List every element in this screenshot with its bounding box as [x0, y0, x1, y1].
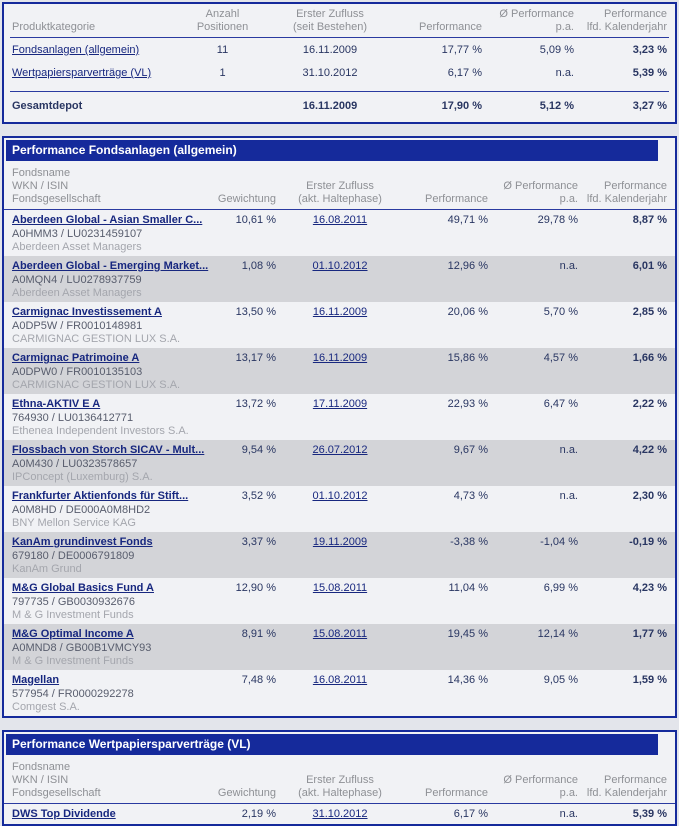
header-label: Anzahl: [205, 8, 240, 20]
category-link[interactable]: Fondsanlagen (allgemein): [12, 44, 140, 56]
zufluss-cell: [276, 581, 404, 596]
performance-ytd-value: 4,22 %: [632, 444, 667, 456]
category-link[interactable]: Wertpapiersparverträge (VL): [12, 67, 152, 79]
summary-total-row: [4, 92, 675, 122]
category-cell: [12, 66, 160, 80]
zufluss-value: 16.11.2009: [302, 44, 358, 56]
vl-rows: [4, 804, 675, 824]
fund-row: [4, 804, 675, 824]
performance-value: 17,77 %: [441, 44, 482, 56]
total-zufluss: 16.11.2009: [302, 100, 358, 112]
performance-pa-value: n.a.: [559, 444, 578, 456]
header-label: Ø Performance: [499, 8, 574, 20]
wkn-isin: 764930 / LU0136412771: [12, 412, 134, 424]
fund-row: [4, 486, 675, 532]
performance-value: 9,67 %: [453, 444, 488, 456]
header-performance-ytd: [578, 761, 667, 800]
gewichtung-value: 13,72 %: [235, 398, 276, 410]
zufluss-date-link[interactable]: 16.11.2009: [312, 352, 368, 364]
fund-name-link[interactable]: Flossbach von Storch SICAV - Mult...: [12, 444, 205, 456]
summary-panel: [2, 2, 677, 124]
header-label: Performance: [419, 21, 482, 33]
performance-pa-value: n.a.: [559, 260, 578, 272]
fund-table-header: [4, 163, 675, 209]
fund-name-link[interactable]: Aberdeen Global - Asian Smaller C...: [12, 214, 203, 226]
zufluss-date-link[interactable]: 16.11.2009: [312, 306, 368, 318]
zufluss-cell: [276, 305, 404, 320]
fund-company: Comgest S.A.: [12, 701, 80, 713]
header-anzahl-positionen: [160, 8, 285, 34]
header-fondsname: [12, 167, 234, 206]
fund-row: [4, 394, 675, 440]
header-label: (seit Bestehen): [293, 21, 367, 33]
zufluss-date-link[interactable]: 01.10.2012: [312, 260, 368, 272]
anzahl-value: 1: [219, 67, 226, 79]
performance-value: 12,96 %: [447, 260, 488, 272]
fund-name-cell: [12, 351, 234, 366]
wkn-isin: A0M8HD / DE000A0M8HD2: [12, 504, 151, 516]
header-performance-pa: [482, 8, 574, 34]
performance-value: 4,73 %: [453, 490, 488, 502]
header-label: Gewichtung: [217, 193, 276, 205]
fund-company: M & G Investment Funds: [12, 655, 134, 667]
fund-name-cell: [12, 397, 234, 412]
gewichtung-value: 1,08 %: [241, 260, 276, 272]
fund-company: M & G Investment Funds: [12, 609, 134, 621]
gewichtung-value: 8,91 %: [241, 628, 276, 640]
header-label: Performance: [425, 787, 488, 799]
header-performance: [404, 167, 488, 206]
header-fondsname: [12, 761, 234, 800]
wkn-isin: 797735 / GB0030932676: [12, 596, 135, 608]
zufluss-date-link[interactable]: 15.08.2011: [312, 582, 368, 594]
fund-name-cell: [12, 489, 234, 504]
summary-row: [4, 38, 675, 61]
performance-value: 6,17 %: [447, 67, 482, 79]
header-label: Erster Zufluss: [306, 774, 374, 786]
performance-pa-value: 6,47 %: [543, 398, 578, 410]
zufluss-cell: [276, 673, 404, 688]
fund-row: [4, 532, 675, 578]
performance-ytd-value: 1,66 %: [632, 352, 667, 364]
fund-rows: [4, 210, 675, 716]
header-label: Ø Performance: [503, 180, 578, 192]
header-performance-pa: [488, 761, 578, 800]
gewichtung-value: 3,52 %: [241, 490, 276, 502]
zufluss-cell: [276, 259, 404, 274]
zufluss-date-link[interactable]: 26.07.2012: [312, 444, 368, 456]
header-performance-ytd: [578, 167, 667, 206]
fund-name-link[interactable]: DWS Top Dividende: [12, 808, 116, 820]
zufluss-cell: [276, 213, 404, 228]
fund-company: IPConcept (Luxemburg) S.A.: [12, 471, 153, 483]
fund-name-cell: [12, 673, 234, 688]
zufluss-cell: [276, 351, 404, 366]
performance-ytd-value: 4,23 %: [632, 582, 667, 594]
performance-value: 14,36 %: [447, 674, 488, 686]
header-label: Fondsname: [12, 167, 71, 179]
performance-ytd-value: 8,87 %: [632, 214, 667, 226]
gewichtung-value: 9,54 %: [241, 444, 276, 456]
zufluss-date-link[interactable]: 19.11.2009: [312, 536, 368, 548]
fund-row: [4, 670, 675, 716]
summary-table-header: [4, 4, 675, 37]
total-performance: 17,90 %: [441, 100, 482, 112]
performance-ytd-value: -0,19 %: [629, 536, 667, 548]
header-gewichtung: [217, 761, 276, 800]
total-performance-pa: 5,12 %: [539, 100, 574, 112]
fund-company: Aberdeen Asset Managers: [12, 287, 142, 299]
header-label: Ø Performance: [503, 774, 578, 786]
zufluss-cell: [276, 807, 404, 822]
performance-ytd-value: 6,01 %: [632, 260, 667, 272]
header-label: WKN / ISIN: [12, 774, 69, 786]
performance-value: 6,17 %: [453, 808, 488, 820]
category-cell: [12, 43, 160, 57]
fund-name-link[interactable]: Ethna-AKTIV E A: [12, 398, 101, 410]
fund-name-cell: [12, 581, 234, 596]
performance-pa-value: n.a.: [559, 808, 578, 820]
header-label: Performance: [425, 193, 488, 205]
header-performance: [404, 761, 488, 800]
wkn-isin: A0M430 / LU0323578657: [12, 458, 138, 470]
summary-row: [4, 61, 675, 84]
header-label: Performance: [604, 180, 667, 192]
fund-name-cell: [12, 807, 234, 822]
header-erster-zufluss: [276, 167, 404, 206]
fund-name-link[interactable]: Carmignac Patrimoine A: [12, 352, 140, 364]
wkn-isin: 577954 / FR0000292278: [12, 688, 134, 700]
performance-ytd-value: 2,85 %: [632, 306, 667, 318]
fund-name-cell: [12, 305, 234, 320]
fund-company: KanAm Grund: [12, 563, 82, 575]
gewichtung-value: 13,17 %: [235, 352, 276, 364]
section-title-fondsanlagen: Performance Fondsanlagen (allgemein): [6, 140, 658, 161]
zufluss-date-link[interactable]: 31.10.2012: [312, 808, 368, 820]
zufluss-cell: [276, 443, 404, 458]
fund-row: [4, 578, 675, 624]
gewichtung-value: 10,61 %: [235, 214, 276, 226]
wkn-isin: 679180 / DE0006791809: [12, 550, 135, 562]
zufluss-date-link[interactable]: 16.08.2011: [312, 214, 368, 226]
fund-name-link[interactable]: Carmignac Investissement A: [12, 306, 162, 318]
fund-name-link[interactable]: Magellan: [12, 674, 60, 686]
fund-name-cell: [12, 213, 234, 228]
header-performance-ytd: [574, 8, 667, 34]
gewichtung-value: 3,37 %: [241, 536, 276, 548]
fund-name-cell: [12, 259, 234, 274]
wkn-isin: A0MND8 / GB00B1VMCY93: [12, 642, 152, 654]
wkn-isin: A0HMM3 / LU0231459107: [12, 228, 143, 240]
total-performance-ytd: 3,27 %: [632, 100, 667, 112]
summary-rows: [4, 38, 675, 84]
vl-table-header: [4, 757, 675, 803]
header-gewichtung: [217, 167, 276, 206]
zufluss-date-link[interactable]: 17.11.2009: [312, 398, 368, 410]
header-performance-pa: [488, 167, 578, 206]
zufluss-value: 31.10.2012: [302, 67, 358, 79]
performance-pa-value: 5,09 %: [539, 44, 574, 56]
zufluss-cell: [276, 489, 404, 504]
header-label: p.a.: [559, 787, 578, 799]
performance-value: 22,93 %: [447, 398, 488, 410]
fondsanlagen-section: [2, 136, 677, 718]
header-label: Fondsgesellschaft: [12, 193, 101, 205]
header-label: Erster Zufluss: [306, 180, 374, 192]
fund-row: [4, 348, 675, 394]
zufluss-cell: [276, 627, 404, 642]
performance-pa-value: n.a.: [555, 67, 574, 79]
performance-value: 15,86 %: [447, 352, 488, 364]
gewichtung-value: 7,48 %: [241, 674, 276, 686]
fund-company: Aberdeen Asset Managers: [12, 241, 142, 253]
fund-name-link[interactable]: Aberdeen Global - Emerging Market...: [12, 260, 209, 272]
fund-name-cell: [12, 443, 234, 458]
header-erster-zufluss: [276, 761, 404, 800]
fund-company: Ethenea Independent Investors S.A.: [12, 425, 189, 437]
header-label: Produktkategorie: [12, 21, 96, 33]
header-label: Fondsname: [12, 761, 71, 773]
performance-ytd-value: 1,77 %: [632, 628, 667, 640]
performance-pa-value: 12,14 %: [537, 628, 578, 640]
header-erster-zufluss: [285, 8, 375, 34]
performance-value: 19,45 %: [447, 628, 488, 640]
zufluss-cell: [276, 397, 404, 412]
header-produktkategorie: [12, 8, 160, 34]
header-label: lfd. Kalenderjahr: [586, 193, 667, 205]
header-label: (akt. Haltephase): [298, 193, 382, 205]
fund-company: CARMIGNAC GESTION LUX S.A.: [12, 379, 181, 391]
gewichtung-value: 13,50 %: [235, 306, 276, 318]
fund-name-link[interactable]: M&G Optimal Income A: [12, 628, 134, 640]
header-label: Positionen: [196, 21, 249, 33]
wkn-isin: A0MQN4 / LU0278937759: [12, 274, 142, 286]
header-label: p.a.: [555, 21, 574, 33]
fund-name-link[interactable]: M&G Global Basics Fund A: [12, 582, 154, 594]
performance-ytd-value: 5,39 %: [632, 67, 667, 79]
fund-row: [4, 302, 675, 348]
fund-name-cell: [12, 627, 234, 642]
performance-ytd-value: 1,59 %: [632, 674, 667, 686]
header-label: WKN / ISIN: [12, 180, 69, 192]
performance-ytd-value: 5,39 %: [632, 808, 667, 820]
section-title-vl: Performance Wertpapiersparverträge (VL): [6, 734, 658, 755]
performance-value: -3,38 %: [450, 536, 488, 548]
zufluss-cell: [276, 535, 404, 550]
header-label: Fondsgesellschaft: [12, 787, 101, 799]
performance-pa-value: 4,57 %: [543, 352, 578, 364]
performance-ytd-value: 3,23 %: [632, 44, 667, 56]
header-label: Erster Zufluss: [296, 8, 364, 20]
performance-pa-value: 6,99 %: [543, 582, 578, 594]
performance-pa-value: 9,05 %: [543, 674, 578, 686]
performance-pa-value: -1,04 %: [540, 536, 578, 548]
gewichtung-value: 12,90 %: [235, 582, 276, 594]
header-label: lfd. Kalenderjahr: [586, 21, 667, 33]
zufluss-date-link[interactable]: 15.08.2011: [312, 628, 368, 640]
fund-name-link[interactable]: Frankfurter Aktienfonds für Stift...: [12, 490, 189, 502]
wkn-isin: A0DP5W / FR0010148981: [12, 320, 143, 332]
performance-ytd-value: 2,30 %: [632, 490, 667, 502]
anzahl-value: 11: [216, 44, 229, 56]
header-label: Gewichtung: [217, 787, 276, 799]
performance-pa-value: 29,78 %: [537, 214, 578, 226]
total-label: Gesamtdepot: [12, 100, 83, 112]
header-label: Performance: [604, 774, 667, 786]
fund-company: CARMIGNAC GESTION LUX S.A.: [12, 333, 181, 345]
header-label: p.a.: [559, 193, 578, 205]
header-label: Performance: [604, 8, 667, 20]
zufluss-date-link[interactable]: 01.10.2012: [312, 490, 368, 502]
fund-company: BNY Mellon Service KAG: [12, 517, 136, 529]
header-performance: [375, 8, 482, 34]
fund-row: [4, 256, 675, 302]
wkn-isin: A0DPW0 / FR0010135103: [12, 366, 143, 378]
fund-name-cell: [12, 535, 234, 550]
gewichtung-value: 2,19 %: [241, 808, 276, 820]
fund-row: [4, 440, 675, 486]
header-label: lfd. Kalenderjahr: [586, 787, 667, 799]
header-label: (akt. Haltephase): [298, 787, 382, 799]
performance-value: 49,71 %: [447, 214, 488, 226]
performance-value: 20,06 %: [447, 306, 488, 318]
fund-row: [4, 210, 675, 256]
zufluss-date-link[interactable]: 16.08.2011: [312, 674, 368, 686]
performance-pa-value: 5,70 %: [543, 306, 578, 318]
performance-value: 11,04 %: [448, 582, 488, 594]
fund-row: [4, 624, 675, 670]
vl-section: [2, 730, 677, 826]
fund-name-link[interactable]: KanAm grundinvest Fonds: [12, 536, 153, 548]
performance-pa-value: n.a.: [559, 490, 578, 502]
performance-ytd-value: 2,22 %: [632, 398, 667, 410]
